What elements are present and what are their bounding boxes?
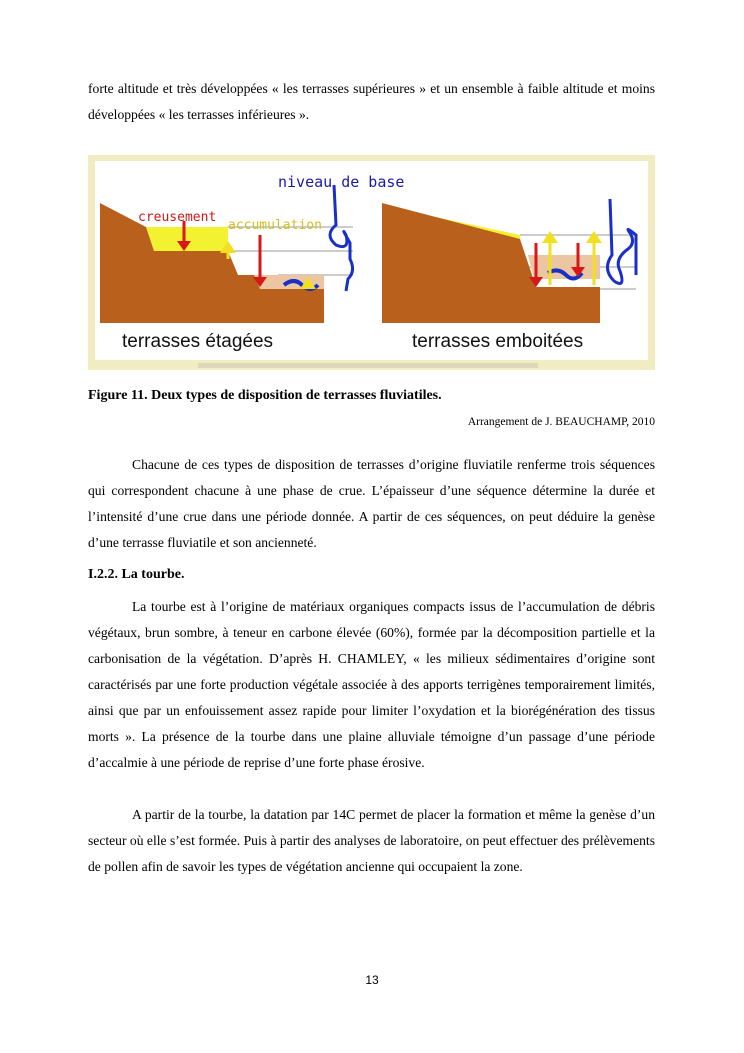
figure-caption: Figure 11. Deux types de disposition de terrasses fluviatiles. — [88, 388, 442, 403]
section-heading: I.2.2. La tourbe. — [88, 567, 185, 582]
paragraph-sequences: Chacune de ces types de disposition de terrasses d’origine fluviatile renferme trois séquences qui correspondent chacune à une phase de crue. L’épaisseur d’une séquence détermine la durée et l’intensité d’une crue dans une période donnée. A partir de ces séquences, on peut déduire la genèse d’une terrasse fluviatile et son ancienneté. — [88, 457, 655, 550]
label-accumulation: accumulation — [228, 218, 322, 233]
paragraph-top: forte altitude et très développées « les terrasses supérieures » et un ensemble à faible altitude et moins développées « les terrasses inférieures ». — [88, 81, 655, 122]
paragraph-tourbe-1: La tourbe est à l’origine de matériaux organiques compacts issus de l’accumulation de débris végétaux, brun sombre, à teneur en carbone élevée (60%), formée par la décomposition partielle et la carbonisation de la végétation. D’après H. CHAMLEY, « les milieux sédimentaires d’origine sont caractérisés par une forte production végétale associée à des apports terrigènes temporairement limités, ainsi que par un enfouissement assez rapide pour limiter l’oxydation et la biorégénération des tissus morts ». La présence de la tourbe dans une plaine alluviale témoigne d’un passage d’une période d’accalmie à une période de reprise d’une forte phase érosive. — [88, 599, 655, 770]
terrace-diagram — [88, 155, 655, 370]
label-creusement: creusement — [138, 210, 217, 225]
label-niveau-de-base: niveau de base — [278, 173, 405, 191]
cropped-caption-remnant — [198, 363, 538, 368]
label-terrasses-emboitees: terrasses emboitées — [412, 331, 584, 352]
upper-terrace-fill — [146, 227, 228, 251]
page-number: 13 — [365, 973, 379, 987]
label-terrasses-etagees: terrasses étagées — [122, 331, 274, 352]
paragraph-tourbe-2: A partir de la tourbe, la datation par 14C permet de placer la formation et même la genèse d’un secteur où elle s’est formée. Puis à partir des analyses de laboratoire, on peut effectuer des prélèvements de pollen afin de savoir les types de végétation ancienne qui occupaient la zone. — [88, 807, 655, 874]
figure-terraces — [88, 155, 655, 370]
figure-credit: Arrangement de J. BEAUCHAMP, 2010 — [467, 416, 655, 428]
